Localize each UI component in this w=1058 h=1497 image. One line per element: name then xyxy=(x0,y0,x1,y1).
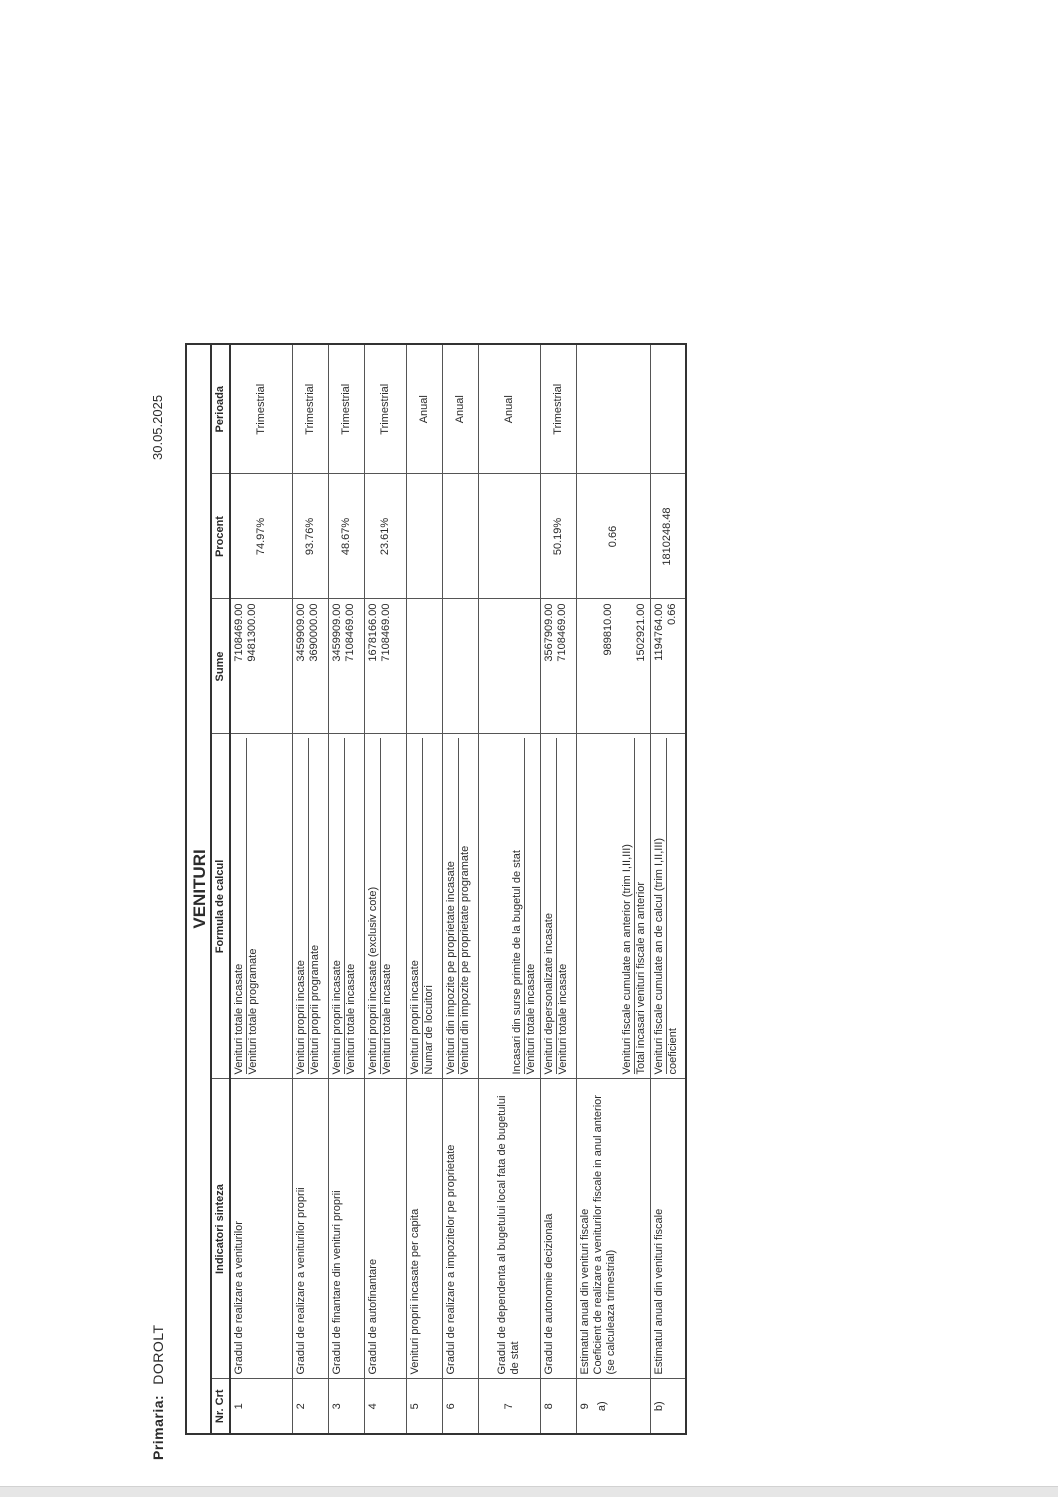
sum-numerator: 7108469.00 xyxy=(233,603,245,662)
row-indicator: Estimatul anual din venituri fiscale xyxy=(650,1079,686,1379)
row-nr: b) xyxy=(650,1379,686,1434)
row-procent: 93.76% xyxy=(292,474,328,599)
row-nr xyxy=(576,1379,650,1434)
row-nr-sub: a) xyxy=(595,1401,608,1412)
row-sume xyxy=(650,599,686,734)
table-row xyxy=(406,344,442,1434)
document-date: 30.05.2025 xyxy=(150,394,165,460)
venituri-table xyxy=(185,343,687,1435)
col-procent: Procent xyxy=(211,474,230,599)
formula-numerator: Venituri din impozite pe proprietate incasate xyxy=(445,739,459,1075)
row-procent xyxy=(442,474,478,599)
row-sume xyxy=(328,599,364,734)
sum-denominator: 1502921.00 xyxy=(634,603,647,662)
row-indicator: Gradul de dependenta al bugetului local fata de bugetului de stat xyxy=(478,1079,540,1379)
sum-numerator: 3459909.00 xyxy=(294,603,307,662)
table-title: VENITURI xyxy=(186,344,211,1434)
col-indicatori: Indicatori sinteza xyxy=(211,1079,230,1379)
row-sume xyxy=(576,599,650,734)
sum-denominator: 9481300.00 xyxy=(246,603,258,662)
table-row xyxy=(650,344,686,1434)
primaria-header xyxy=(150,1324,166,1460)
row-nr: 6 xyxy=(442,1379,478,1434)
row-nr-main: 9 xyxy=(578,1403,591,1410)
table-row xyxy=(478,344,540,1434)
row-sume xyxy=(406,599,442,734)
table-row xyxy=(292,344,328,1434)
row-formula xyxy=(540,734,576,1079)
row-formula xyxy=(328,734,364,1079)
col-formula: Formula de calcul xyxy=(211,734,230,1079)
row-indicator: Gradul de autonomie decizionala xyxy=(540,1079,576,1379)
row-indicator: Gradul de realizare a veniturilor proprii xyxy=(292,1079,328,1379)
row-perioada: Anual xyxy=(478,344,540,474)
column-headers xyxy=(211,344,230,1434)
row-indicator: Gradul de realizare a veniturilor xyxy=(230,1079,292,1379)
row-sume xyxy=(230,599,292,734)
row-formula xyxy=(442,734,478,1079)
row-sume xyxy=(292,599,328,734)
formula-numerator: Venituri fiscale cumulate an de calcul (trim I,II,III) xyxy=(653,739,667,1075)
formula-denominator: Venituri totale incasate xyxy=(524,963,537,1075)
row-perioada xyxy=(576,344,650,474)
formula-denominator: Venituri totale programate xyxy=(247,948,259,1075)
row-indicator: Gradul de realizare a impozitelor pe proprietate xyxy=(442,1079,478,1379)
row-formula xyxy=(478,734,540,1079)
row-sume xyxy=(478,599,540,734)
indicator-title: Estimatul anual din venituri fiscale xyxy=(578,1208,591,1375)
table-row xyxy=(230,344,292,1434)
row-nr: 8 xyxy=(540,1379,576,1434)
indicator-sub: Coeficient de realizare a veniturilor fiscale in anul anterior (se calculeaza trimestrial) xyxy=(591,1095,617,1375)
formula-numerator: Venituri proprii incasate (exclusiv cote) xyxy=(367,739,381,1075)
row-nr: 3 xyxy=(328,1379,364,1434)
row-perioada: Trimestrial xyxy=(230,344,292,474)
row-procent: 48.67% xyxy=(328,474,364,599)
table-row xyxy=(328,344,364,1434)
formula-denominator: Total incasari venituri fiscale an anterior xyxy=(634,881,647,1075)
sum-numerator: 989810.00 xyxy=(601,603,614,656)
row-formula xyxy=(230,734,292,1079)
row-indicator: Venituri proprii incasate per capita xyxy=(406,1079,442,1379)
sum-denominator: 7108469.00 xyxy=(555,603,568,662)
formula-numerator: Venituri proprii incasate xyxy=(295,739,309,1075)
formula-numerator: Venituri fiscale cumulate an anterior (trim I,II,III) xyxy=(621,739,635,1075)
row-indicator xyxy=(576,1079,650,1379)
sum-numerator: 3567909.00 xyxy=(542,603,555,662)
row-procent xyxy=(406,474,442,599)
row-formula xyxy=(364,734,406,1079)
formula-numerator: Incasari din surse primite de la bugetul de stat xyxy=(511,739,525,1075)
row-formula xyxy=(292,734,328,1079)
formula-numerator: Venituri proprii incasate xyxy=(409,739,423,1075)
row-sume xyxy=(364,599,406,734)
row-procent: 0.66 xyxy=(576,474,650,599)
row-nr: 4 xyxy=(364,1379,406,1434)
row-perioada: Trimestrial xyxy=(292,344,328,474)
table-row xyxy=(540,344,576,1434)
row-perioada: Trimestrial xyxy=(540,344,576,474)
col-sume: Sume xyxy=(211,599,230,734)
row-formula xyxy=(576,734,650,1079)
page-bottom-edge xyxy=(0,1486,1058,1497)
row-nr: 7 xyxy=(478,1379,540,1434)
col-nr-crt: Nr. Crt xyxy=(211,1379,230,1434)
sum-denominator: 7108469.00 xyxy=(379,603,392,662)
row-sume xyxy=(540,599,576,734)
formula-denominator: Venituri totale incasate xyxy=(556,963,569,1075)
row-procent: 50.19% xyxy=(540,474,576,599)
row-indicator: Gradul de autofinantare xyxy=(364,1079,406,1379)
row-perioada: Trimestrial xyxy=(328,344,364,474)
table-row xyxy=(442,344,478,1434)
sum-numerator: 1194764.00 xyxy=(652,603,665,661)
sum-numerator: 3459909.00 xyxy=(330,603,343,662)
formula-denominator: Venituri proprii programate xyxy=(308,944,321,1075)
document-sheet xyxy=(150,300,720,1460)
row-perioada xyxy=(650,344,686,474)
row-formula xyxy=(406,734,442,1079)
sum-denominator: 3690000.00 xyxy=(307,603,320,662)
sum-numerator: 1678166.00 xyxy=(366,603,379,662)
formula-denominator: Numar de locuitori xyxy=(422,985,435,1075)
sum-denominator: 7108469.00 xyxy=(343,603,356,662)
formula-numerator: Venituri totale incasate xyxy=(233,739,247,1075)
col-perioada: Perioada xyxy=(211,344,230,474)
formula-numerator: Venituri proprii incasate xyxy=(331,739,345,1075)
table-row xyxy=(576,344,650,1434)
primaria-name: DOROLT xyxy=(150,1324,166,1385)
primaria-label: Primaria: xyxy=(150,1394,166,1460)
formula-numerator: Venituri depersonalizate incasate xyxy=(543,739,557,1075)
row-procent xyxy=(478,474,540,599)
row-nr: 2 xyxy=(292,1379,328,1434)
formula-denominator: coeficient xyxy=(666,1028,679,1075)
row-perioada: Trimestrial xyxy=(364,344,406,474)
row-procent: 1810248.48 xyxy=(650,474,686,599)
row-nr: 1 xyxy=(230,1379,292,1434)
row-formula xyxy=(650,734,686,1079)
row-sume xyxy=(442,599,478,734)
table-row xyxy=(364,344,406,1434)
row-perioada: Anual xyxy=(442,344,478,474)
row-indicator: Gradul de finantare din venituri proprii xyxy=(328,1079,364,1379)
formula-denominator: Venituri totale incasate xyxy=(380,963,393,1075)
formula-denominator: Venituri totale incasate xyxy=(344,963,357,1075)
row-procent: 23.61% xyxy=(364,474,406,599)
row-procent: 74.97% xyxy=(230,474,292,599)
row-nr: 5 xyxy=(406,1379,442,1434)
sum-denominator: 0.66 xyxy=(665,603,678,625)
row-perioada: Anual xyxy=(406,344,442,474)
formula-denominator: Venituri din impozite pe proprietate programate xyxy=(458,845,471,1075)
